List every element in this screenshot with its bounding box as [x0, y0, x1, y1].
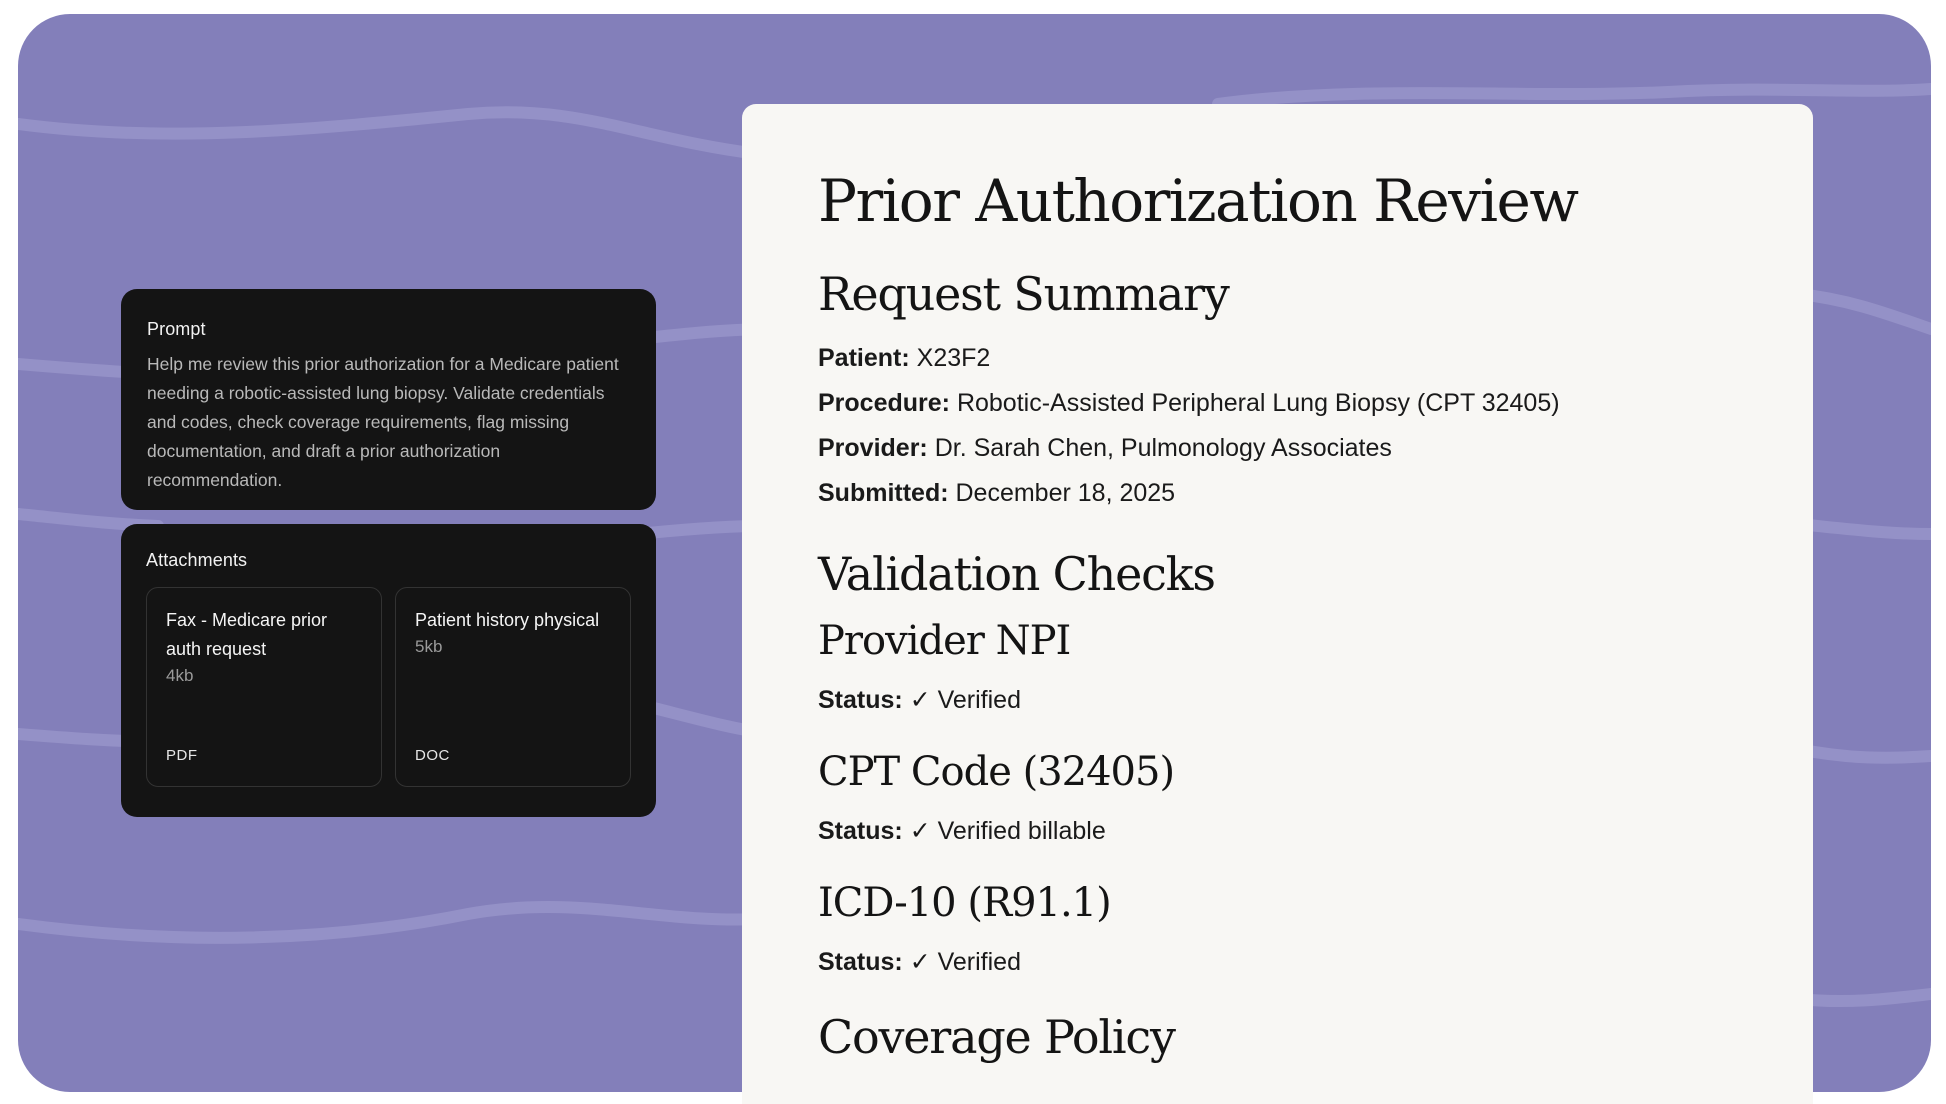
- check-heading-provider-npi: Provider NPI: [818, 618, 1071, 664]
- patient-field: [818, 336, 1737, 381]
- attachment-type-badge: PDF: [166, 747, 198, 764]
- attachment-size: 5kb: [415, 637, 443, 656]
- prompt-title: Prompt: [147, 319, 206, 339]
- request-summary-heading: Request Summary: [818, 267, 1229, 321]
- document-title: Prior Authorization Review: [818, 167, 1578, 235]
- provider-field: [818, 426, 1737, 471]
- field-label: Patient:: [818, 344, 910, 372]
- coverage-policy-heading: Coverage Policy: [818, 1010, 1175, 1064]
- check-heading-icd10: ICD-10 (R91.1): [818, 880, 1111, 926]
- attachments-title: Attachments: [146, 550, 248, 570]
- check-status: [818, 678, 1737, 723]
- prompt-text: Help me review this prior authorization for a Medicare patient needing a robotic-assisted lung biopsy. Validate credentials and codes, check coverage requirements, flag missing documentation, and draft a prior authorization recommendation.: [147, 354, 619, 490]
- attachments-card: [121, 524, 656, 817]
- status-value: ✓ Verified: [909, 686, 1021, 714]
- status-label: Status:: [818, 817, 903, 845]
- field-value: Dr. Sarah Chen, Pulmonology Associates: [934, 434, 1392, 462]
- attachment-name: Patient history physical: [415, 610, 600, 630]
- prompt-card: [121, 289, 656, 510]
- check-status: [818, 809, 1737, 854]
- attachments-list: [146, 587, 631, 787]
- attachment-name: Fax - Medicare prior auth request: [166, 610, 328, 659]
- status-label: Status:: [818, 948, 903, 976]
- check-heading-cpt-code: CPT Code (32405): [818, 749, 1175, 795]
- status-value: ✓ Verified billable: [909, 817, 1106, 845]
- attachment-type-badge: DOC: [415, 747, 450, 764]
- field-label: Procedure:: [818, 389, 950, 417]
- field-value: December 18, 2025: [955, 479, 1176, 507]
- status-value: ✓ Verified: [909, 948, 1021, 976]
- attachment-fax[interactable]: [146, 587, 382, 787]
- field-label: Provider:: [818, 434, 928, 462]
- procedure-field: [818, 381, 1737, 426]
- field-label: Submitted:: [818, 479, 949, 507]
- validation-checks-heading: Validation Checks: [818, 547, 1215, 601]
- check-status: [818, 940, 1737, 985]
- review-document: [742, 104, 1813, 1104]
- attachment-patient-history[interactable]: [395, 587, 631, 787]
- submitted-field: [818, 471, 1737, 516]
- attachment-size: 4kb: [166, 666, 194, 685]
- status-label: Status:: [818, 686, 903, 714]
- field-value: X23F2: [916, 344, 991, 372]
- field-value: Robotic-Assisted Peripheral Lung Biopsy (CPT 32405): [956, 389, 1560, 417]
